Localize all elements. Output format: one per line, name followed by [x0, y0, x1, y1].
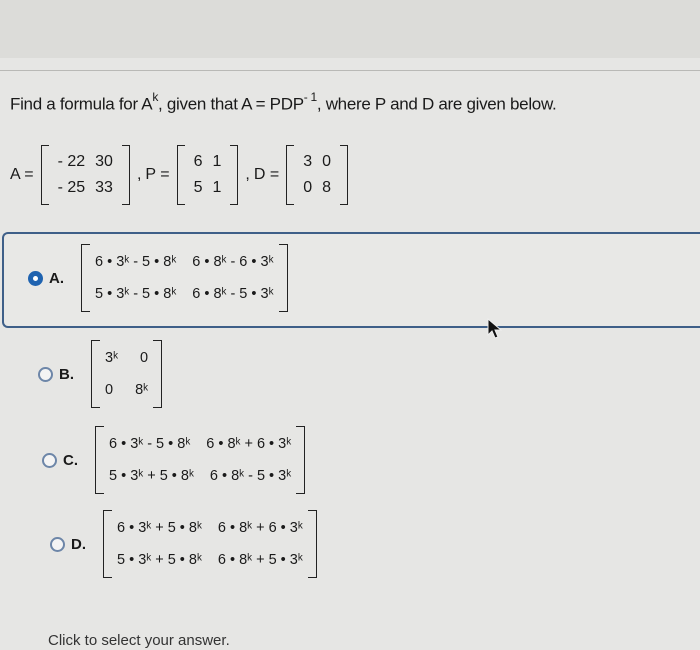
radio-button-d[interactable] [50, 537, 65, 552]
matrix-cell: 6 • 8ᵏ - 6 • 3ᵏ [192, 254, 274, 270]
matrix-cell: 6 • 3ᵏ + 5 • 8ᵏ [117, 520, 202, 536]
matrix-cell: 8ᵏ [135, 382, 149, 398]
matrix-row [117, 512, 303, 544]
matrix-cell: 5 • 3ᵏ + 5 • 8ᵏ [109, 468, 194, 484]
matrix-row [105, 374, 148, 406]
option-a-matrix [81, 246, 288, 310]
given-matrices [10, 140, 351, 210]
question-text [10, 92, 556, 115]
comma: , [136, 166, 142, 183]
option-a[interactable] [28, 246, 288, 310]
matrix-p-cell: 1 [212, 153, 222, 170]
option-b-matrix [91, 342, 162, 406]
matrix-p-cell: 6 [193, 153, 203, 170]
matrix-row [95, 246, 274, 278]
matrix-cell: 6 • 8ᵏ + 6 • 3ᵏ [217, 520, 303, 536]
matrix-cell: 5 • 3ᵏ - 5 • 8ᵏ [95, 286, 177, 302]
option-c-letter: C. [63, 451, 78, 469]
matrix-a-cell: 30 [95, 153, 113, 170]
mouse-cursor-icon [486, 318, 504, 340]
option-d[interactable] [50, 512, 317, 576]
matrix-p-label: P = [145, 166, 170, 183]
option-c-matrix [95, 428, 305, 492]
matrix-cell: 6 • 3ᵏ - 5 • 8ᵏ [109, 436, 191, 452]
comma: , [245, 166, 250, 183]
matrix-a-cell: - 22 [57, 153, 86, 170]
option-d-matrix [103, 512, 317, 576]
matrix-d [286, 149, 348, 201]
divider [0, 70, 700, 71]
matrix-row [109, 428, 291, 460]
option-c[interactable] [42, 428, 305, 492]
top-band [0, 0, 700, 58]
matrix-d-cell: 3 [303, 153, 313, 170]
matrix-a-cell: - 25 [57, 179, 86, 196]
matrix-cell: 6 • 3ᵏ - 5 • 8ᵏ [95, 254, 177, 270]
question-suffix: , where P and D are given below. [316, 94, 557, 114]
matrix-row [109, 460, 291, 492]
matrix-cell: 5 • 3ᵏ + 5 • 8ᵏ [117, 552, 202, 568]
matrix-d-cell: 8 [322, 179, 331, 196]
matrix-a-label: A = [10, 166, 34, 183]
question-prefix: Find a formula for A [10, 94, 153, 114]
matrix-a [41, 149, 130, 201]
matrix-d-cell: 0 [322, 153, 331, 170]
option-b[interactable] [38, 342, 162, 406]
question-sup-inverse: - 1 [303, 90, 317, 104]
matrix-d-cell: 0 [303, 179, 313, 196]
matrix-cell: 6 • 8ᵏ + 5 • 3ᵏ [217, 552, 303, 568]
matrix-row [117, 544, 303, 576]
matrix-d-label: D = [253, 166, 280, 183]
matrix-p-cell: 5 [193, 179, 203, 196]
matrix-row [95, 278, 274, 310]
matrix-a-cell: 33 [95, 179, 113, 196]
matrix-cell: 6 • 8ᵏ + 6 • 3ᵏ [206, 436, 292, 452]
instruction-text: Click to select your answer. [48, 632, 230, 649]
option-d-letter: D. [71, 535, 86, 553]
matrix-p [177, 149, 239, 201]
option-b-letter: B. [59, 365, 74, 383]
question-mid: , given that A = PDP [158, 94, 304, 114]
matrix-cell: 0 [139, 350, 149, 366]
matrix-row [105, 342, 148, 374]
radio-button-a[interactable] [28, 271, 43, 286]
option-a-letter: A. [49, 269, 64, 287]
matrix-cell: 0 [105, 382, 114, 398]
matrix-cell: 6 • 8ᵏ - 5 • 3ᵏ [192, 286, 274, 302]
matrix-p-cell: 1 [212, 179, 222, 196]
matrix-cell: 3ᵏ [105, 350, 118, 366]
radio-button-c[interactable] [42, 453, 57, 468]
question-sup-k: k [152, 90, 159, 104]
radio-button-b[interactable] [38, 367, 53, 382]
matrix-cell: 6 • 8ᵏ - 5 • 3ᵏ [209, 468, 292, 484]
